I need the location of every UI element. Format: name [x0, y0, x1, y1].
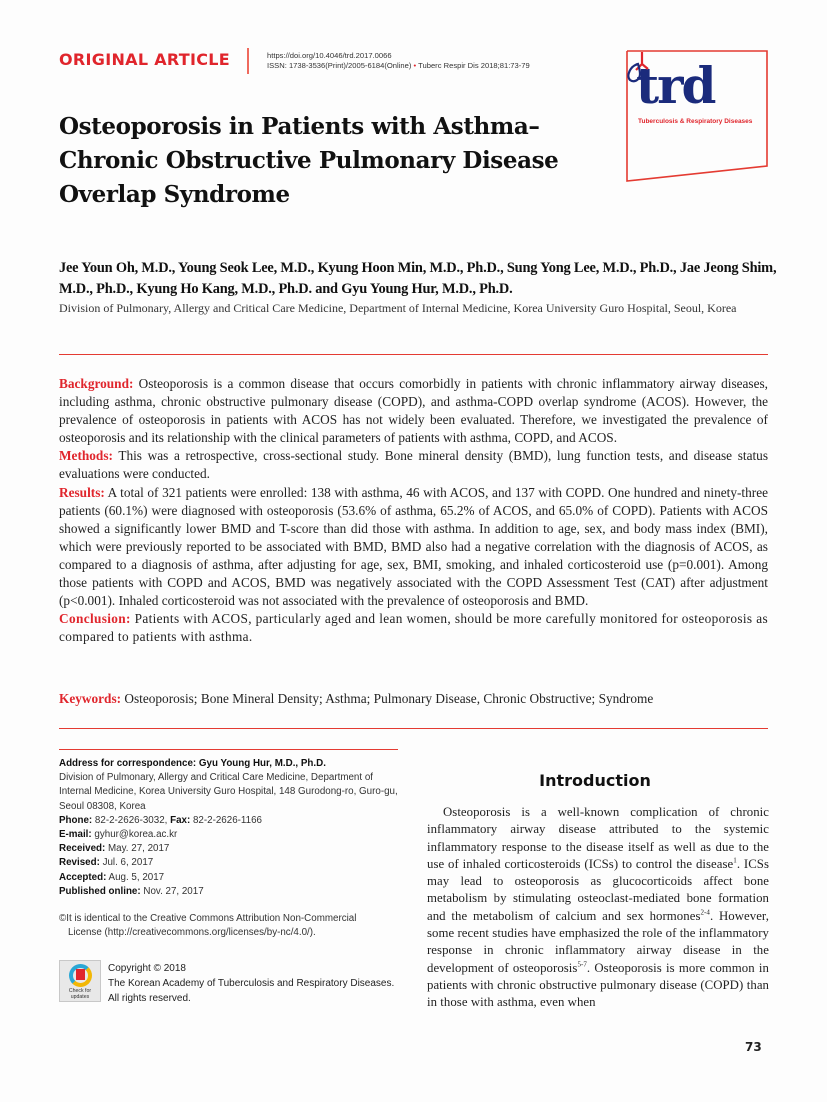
citation-ref[interactable]: 1 [733, 856, 737, 865]
correspondence-address: Division of Pulmonary, Allergy and Critical Care Medicine, Department of Internal Medicine, Korea University Guro Hospital, 148 Gurodong-ro, Guro-gu, Seoul 08308, Korea [59, 772, 398, 812]
background-label: Background: [59, 376, 134, 391]
keywords-label: Keywords: [59, 691, 122, 706]
copyright-block [108, 961, 408, 1006]
published-date: Nov. 27, 2017 [140, 885, 204, 897]
abstract [59, 375, 768, 646]
abstract-results [59, 484, 768, 611]
fax-label: Fax: [170, 814, 191, 826]
license-line-1: ©It is identical to the Creative Commons Attribution Non-Commercial [59, 913, 357, 924]
header-meta [267, 51, 530, 71]
article-title: Osteoporosis in Patients with Asthma–Chronic Obstructive Pulmonary Disease Overlap Syndrome [59, 113, 559, 208]
article-type-label: ORIGINAL ARTICLE [59, 50, 231, 69]
check-updates-label: Check for updates [68, 988, 92, 1000]
phone-label: Phone: [59, 814, 93, 826]
page-number: 73 [745, 1040, 762, 1054]
keywords-text: Osteoporosis; Bone Mineral Density; Asthma; Pulmonary Disease, Chronic Obstructive; Syndrome [121, 691, 654, 706]
citation: Tuberc Respir Dis 2018;81:73-79 [418, 61, 530, 70]
keywords [59, 690, 768, 708]
revised-date: Jul. 6, 2017 [99, 857, 154, 869]
abstract-background [59, 375, 768, 447]
correspondence-block [59, 757, 399, 899]
license-notice [59, 912, 399, 940]
bookmark-icon [76, 969, 85, 980]
doi-link[interactable]: https://doi.org/10.4046/trd.2017.0066 [267, 51, 392, 60]
author-list: Jee Youn Oh, M.D., Young Seok Lee, M.D., Kyung Hoon Min, M.D., Ph.D., Sung Yong Lee, M.D., Ph.D., Jae Jeong Shim, M.D., Ph.D., Kyung Ho Kang, M.D., Ph.D. and Gyu Young Hur, M.D., Ph.D. [59, 260, 777, 297]
lung-icon [626, 50, 652, 84]
published-label: Published online: [59, 885, 141, 897]
conclusion-label: Conclusion: [59, 611, 131, 627]
phone-value: 82-2-2626-3032, [92, 814, 171, 826]
received-date: May. 27, 2017 [105, 843, 170, 855]
results-label: Results: [59, 484, 105, 500]
citation-ref[interactable]: 2-4 [700, 908, 710, 917]
intro-text-a: Osteoporosis is a well-known complication of chronic inflammatory airway disease attributed to the systemic inflammatory response to the disease itself as well as due to the use of inhaled corticosteroids (ICSs) to control the disease [427, 805, 769, 871]
header-divider [247, 48, 249, 74]
revised-label: Revised: [59, 857, 100, 869]
accepted-date: Aug. 5, 2017 [106, 871, 165, 883]
introduction-paragraph [427, 804, 769, 1012]
copyright-line-3: All rights reserved. [108, 993, 191, 1004]
issn: ISSN: 1738-3536(Print)/2005-6184(Online) [267, 61, 412, 70]
email-link[interactable]: gyhur@korea.ac.kr [91, 829, 178, 841]
correspondence-rule [59, 749, 398, 750]
separator-dot: • [413, 61, 417, 70]
check-for-updates-badge[interactable] [59, 960, 101, 1002]
intro-text-b: . ICSs may lead to osteoporosis as glucocorticoids affect bone metabolism by stimulating osteoclast-mediated bone formation and the metabolism of calcium and sex hormones [427, 856, 769, 923]
fax-value: 82-2-2626-1166 [190, 814, 262, 826]
background-text: Osteoporosis is a common disease that occurs comorbidly in patients with chronic inflammatory airway diseases, including asthma, chronic obstructive pulmonary disease (COPD), and asthma-COPD overlap syndrome (ACOS). However, the prevalence of osteoporosis in patients with ACOS has not widely been evaluated. Therefore, we investigated the prevalence of osteoporosis and its relationship with the clinical parameters of patients with asthma, COPD, and ACOS. [59, 376, 768, 446]
intro-text-d: . Osteoporosis is more common in patients with chronic obstructive pulmonary disease (COPD) than in those with asthma, even when [427, 960, 769, 1010]
logo-wordmark: trd [636, 56, 715, 115]
intro-text-c: . However, some recent studies have emphasized the role of the inflammatory response in chronic inflammatory airway disease in the development of osteoporosis [427, 908, 769, 975]
methods-label: Methods: [59, 448, 113, 464]
correspondence-heading: Address for correspondence: Gyu Young Hur, M.D., Ph.D. [59, 758, 326, 769]
journal-logo [626, 50, 768, 180]
email-label: E-mail: [59, 829, 92, 841]
copyright-line-2: The Korean Academy of Tuberculosis and Respiratory Diseases. [108, 978, 395, 989]
received-label: Received: [59, 843, 106, 855]
license-link[interactable]: License (http://creativecommons.org/licenses/by-nc/4.0/). [68, 927, 316, 939]
introduction-heading: Introduction [539, 771, 651, 790]
accepted-label: Accepted: [59, 871, 107, 883]
copyright-line-1: Copyright © 2018 [108, 963, 186, 974]
abstract-conclusion [59, 610, 768, 646]
logo-subtitle: Tuberculosis & Respiratory Diseases [638, 118, 753, 125]
abstract-top-rule [59, 354, 768, 355]
abstract-bottom-rule [59, 728, 768, 729]
conclusion-text: Patients with ACOS, particularly aged and lean women, should be more carefully monitored for osteoporosis as compared to patients with asthma. [59, 611, 768, 645]
affiliation: Division of Pulmonary, Allergy and Critical Care Medicine, Department of Internal Medicine, Korea University Guro Hospital, Seoul, Korea [59, 301, 737, 315]
abstract-methods [59, 447, 768, 483]
results-text: A total of 321 patients were enrolled: 138 with asthma, 46 with ACOS, and 137 with COPD. One hundred and ninety-three patients (60.1%) were diagnosed with osteoporosis (53.6% of asthma, 65.2% of ACOS, and 65.0% of COPD). Patients with ACOS showed a significantly lower BMD and T-score than did those with asthma. In addition to age, sex, and body mass index (BMI), which were previously reported to be associated with BMD, BMD also had a negative correlation with the diagnosis of ACOS, as compared to a diagnosis of asthma, after adjusting for age, sex, BMI, smoking, and inhaled corticosteroid use (p=0.001). Among those patients with COPD and ACOS, BMD was negatively associated with the COPD Assessment Test (CAT) after adjustment (p<0.001). Inhaled corticosteroid was not associated with the prevalence of osteoporosis and BMD. [59, 484, 768, 609]
methods-text: This was a retrospective, cross-sectional study. Bone mineral density (BMD), lung function tests, and disease status evaluations were conducted. [59, 448, 768, 482]
citation-ref[interactable]: 5-7 [577, 960, 587, 969]
